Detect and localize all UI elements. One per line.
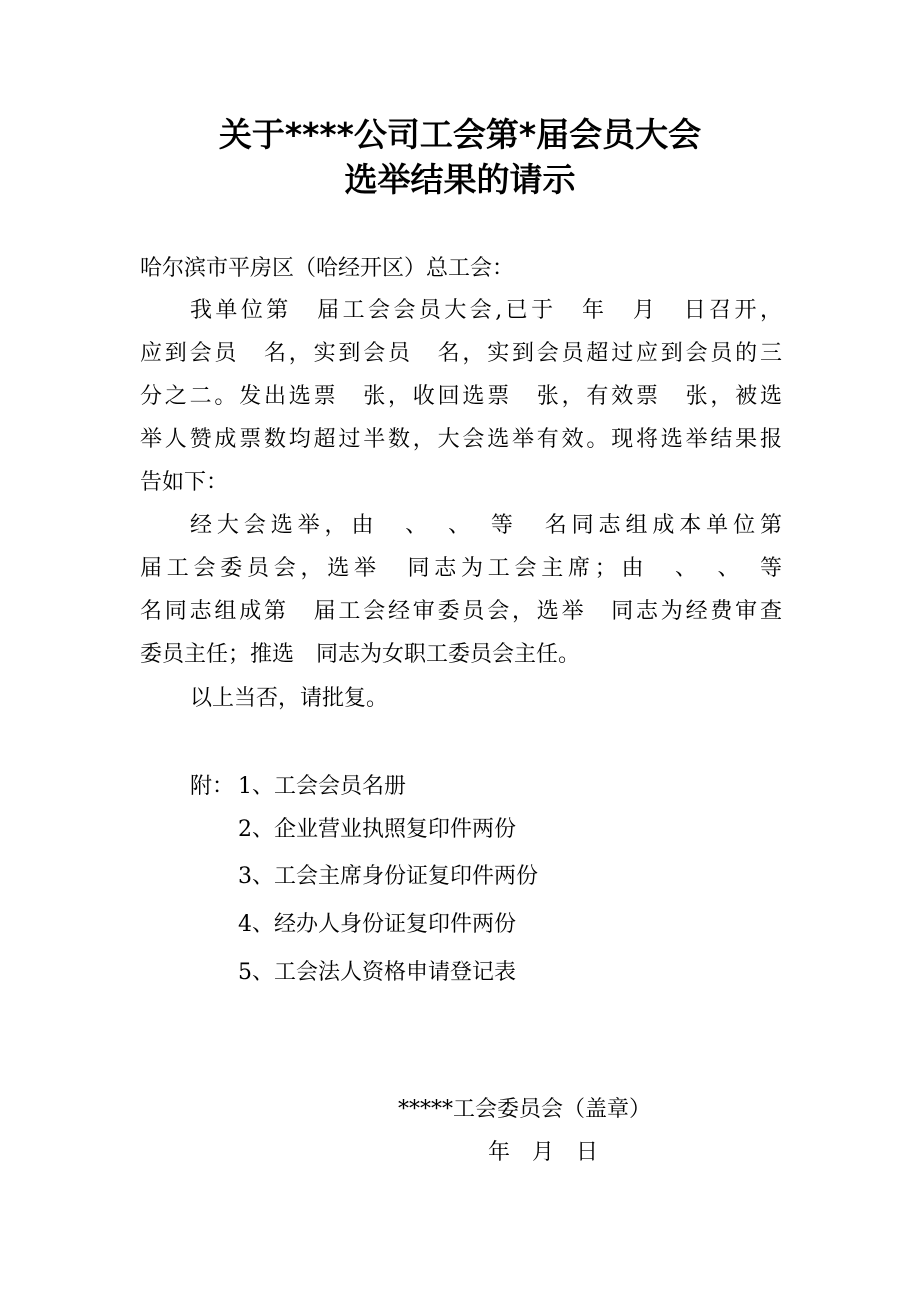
paragraph-1-line-5: 告如下： xyxy=(140,470,229,495)
paragraph-2-line-2: 届工会委员会，选举 同志为工会主席；由 、 、 等 xyxy=(140,556,782,581)
paragraph-1-line-3: 分之二。发出选票 张，收回选票 张，有效票 张，被选 xyxy=(140,384,782,409)
attachment-item-1: 1、工会会员名册 xyxy=(238,774,406,799)
paragraph-2-line-4: 委员主任；推选 同志为女职工委员会主任。 xyxy=(140,642,581,667)
paragraph-1-line-1: 我单位第 届工会会员大会,已于 年 月 日召开， xyxy=(190,298,782,323)
attachment-item-4: 4、经办人身份证复印件两份 xyxy=(238,912,516,937)
document-title-line-1: 关于****公司工会第*届会员大会 xyxy=(218,115,702,154)
closing-request: 以上当否，请批复。 xyxy=(190,686,389,711)
document-title-line-2: 选举结果的请示 xyxy=(344,160,576,199)
paragraph-2-line-1: 经大会选举，由 、 、 等 名同志组成本单位第 xyxy=(190,513,782,538)
attachment-item-5: 5、工会法人资格申请登记表 xyxy=(238,960,516,985)
addressee: 哈尔滨市平房区（哈经开区）总工会： xyxy=(140,256,515,281)
attachment-item-3: 3、工会主席身份证复印件两份 xyxy=(238,864,538,889)
attachment-item-2: 2、企业营业执照复印件两份 xyxy=(238,817,516,842)
paragraph-1-line-4: 举人赞成票数均超过半数，大会选举有效。现将选举结果报 xyxy=(140,427,782,452)
paragraph-2-line-3: 名同志组成第 届工会经审委员会，选举 同志为经费审查 xyxy=(140,599,782,624)
attachments-label: 附： xyxy=(190,774,235,799)
signature-organization: *****工会委员会（盖章） xyxy=(398,1097,652,1122)
paragraph-1-line-2: 应到会员 名，实到会员 名，实到会员超过应到会员的三 xyxy=(140,341,782,366)
signature-date: 年 月 日 xyxy=(488,1140,599,1165)
